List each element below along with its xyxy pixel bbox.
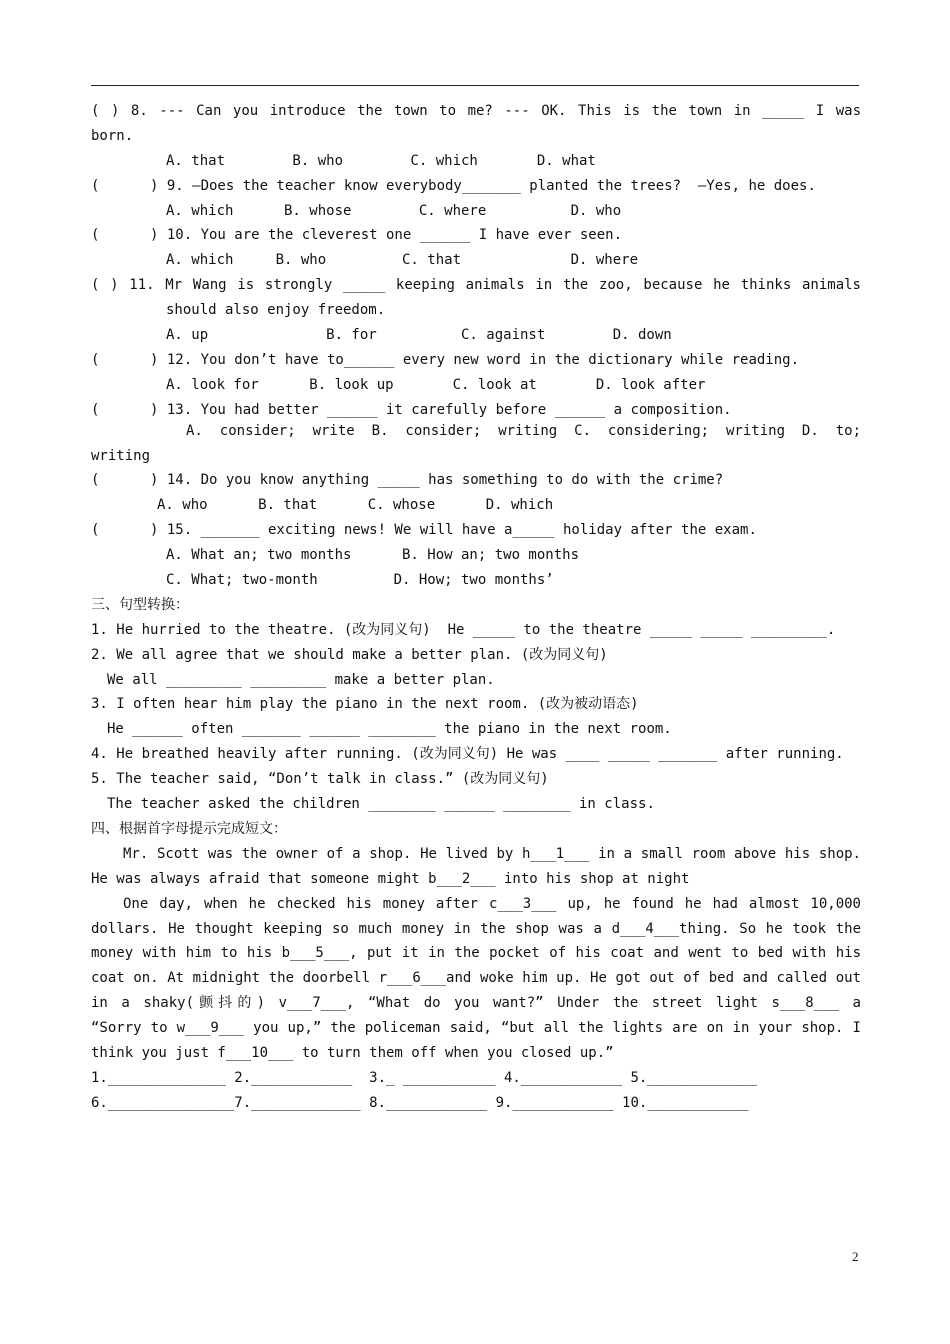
passage-line-4: dollars. He thought keeping so much money in the shop was a d___4___thing. So he took the [91,920,861,937]
question-11-cont: should also enjoy freedom. [166,302,386,319]
section-3-heading: 三、句型转换： [91,596,189,613]
question-8: ( ) 8. --- Can you introduce the town to me? --- OK. This is the town in _____ I was [91,103,861,119]
question-15-options-2: C. What; two-month D. How; two months’ [166,572,554,589]
transform-4: 4. He breathed heavily after running. (改为同义句) He was ____ _____ _______ after running. [91,746,844,763]
transform-5: 5. The teacher said, “Don’t talk in class.” (改为同义句) [91,771,549,788]
transform-5-answer: The teacher asked the children ________ ______ ________ in class. [107,796,655,813]
question-8-cont: born. [91,127,134,144]
answer-blanks-2: 6._______________7._____________ 8.____________ 9.____________ 10.____________ [91,1094,749,1111]
passage-line-1: Mr. Scott was the owner of a shop. He lived by h___1___ in a small room above his shop. [123,845,861,862]
question-12: ( ) 12. You don’t have to______ every new word in the dictionary while reading. [91,351,800,368]
worksheet-body [91,99,861,1116]
transform-3: 3. I often hear him play the piano in the next room. (改为被动语态) [91,696,639,713]
question-11: ( ) 11. Mr Wang is strongly _____ keeping animals in the zoo, because he thinks animals [91,277,861,294]
passage-line-2: He was always afraid that someone might b___2___ into his shop at night [91,870,690,887]
page-number: 2 [852,1249,859,1264]
transform-2-answer: We all _________ _________ make a better plan. [107,671,495,688]
answer-blanks-1: 1.______________ 2.____________ 3._ ___________ 4.____________ 5._____________ [91,1069,757,1086]
question-14: ( ) 14. Do you know anything _____ has something to do with the crime? [91,472,724,489]
passage-line-7: in a shaky(颤抖的) v___7___, “What do you want?” Under the street light s___8___ a [91,995,861,1012]
passage-line-3: One day, when he checked his money after c___3___ up, he found he had almost 10,000 [123,895,861,912]
question-14-options: A. who B. that C. whose D. which [157,497,554,514]
transform-2: 2. We all agree that we should make a better plan. (改为同义句) [91,646,608,663]
transform-3-answer: He ______ often _______ ______ ________ the piano in the next room. [107,721,672,738]
question-11-options: A. up B. for C. against D. down [166,327,672,344]
question-13-options: A. consider; write B. consider; writing C. considering; writing D. to; [186,422,861,439]
question-12-options: A. look for B. look up C. look at D. look after [166,376,706,393]
question-8-options: A. that B. who C. which D. what [166,152,596,169]
question-15-options-1: A. What an; two months B. How an; two months [166,547,580,564]
passage-line-9: think you just f___10___ to turn them off when you closed up.” [91,1044,614,1061]
transform-1: 1. He hurried to the theatre. (改为同义句) He _____ to the theatre _____ _____ _________. [91,621,836,638]
question-9: ( ) 9. —Does the teacher know everybody_______ planted the trees? —Yes, he does. [91,177,816,194]
question-15: ( ) 15. _______ exciting news! We will have a_____ holiday after the exam. [91,522,757,539]
question-9-options: A. which B. whose C. where D. who [166,202,622,219]
section-4-heading: 四、根据首字母提示完成短文： [91,820,287,837]
question-13: ( ) 13. You had better ______ it carefully before ______ a composition. [91,401,732,418]
header-rule [91,85,859,86]
passage-line-5: money with him to his b___5___, put it in the pocket of his coat and went to bed with his [91,945,861,962]
question-10: ( ) 10. You are the cleverest one ______ I have ever seen. [91,227,623,244]
passage-line-8: “Sorry to w___9___ you up,” the policeman said, “but all the lights are on in your shop. I [91,1020,861,1037]
question-13-options-cont: writing [91,447,151,464]
question-10-options: A. which B. who C. that D. where [166,252,639,269]
passage-line-6: coat on. At midnight the doorbell r___6___and woke him up. He got out of bed and called out [91,970,861,987]
